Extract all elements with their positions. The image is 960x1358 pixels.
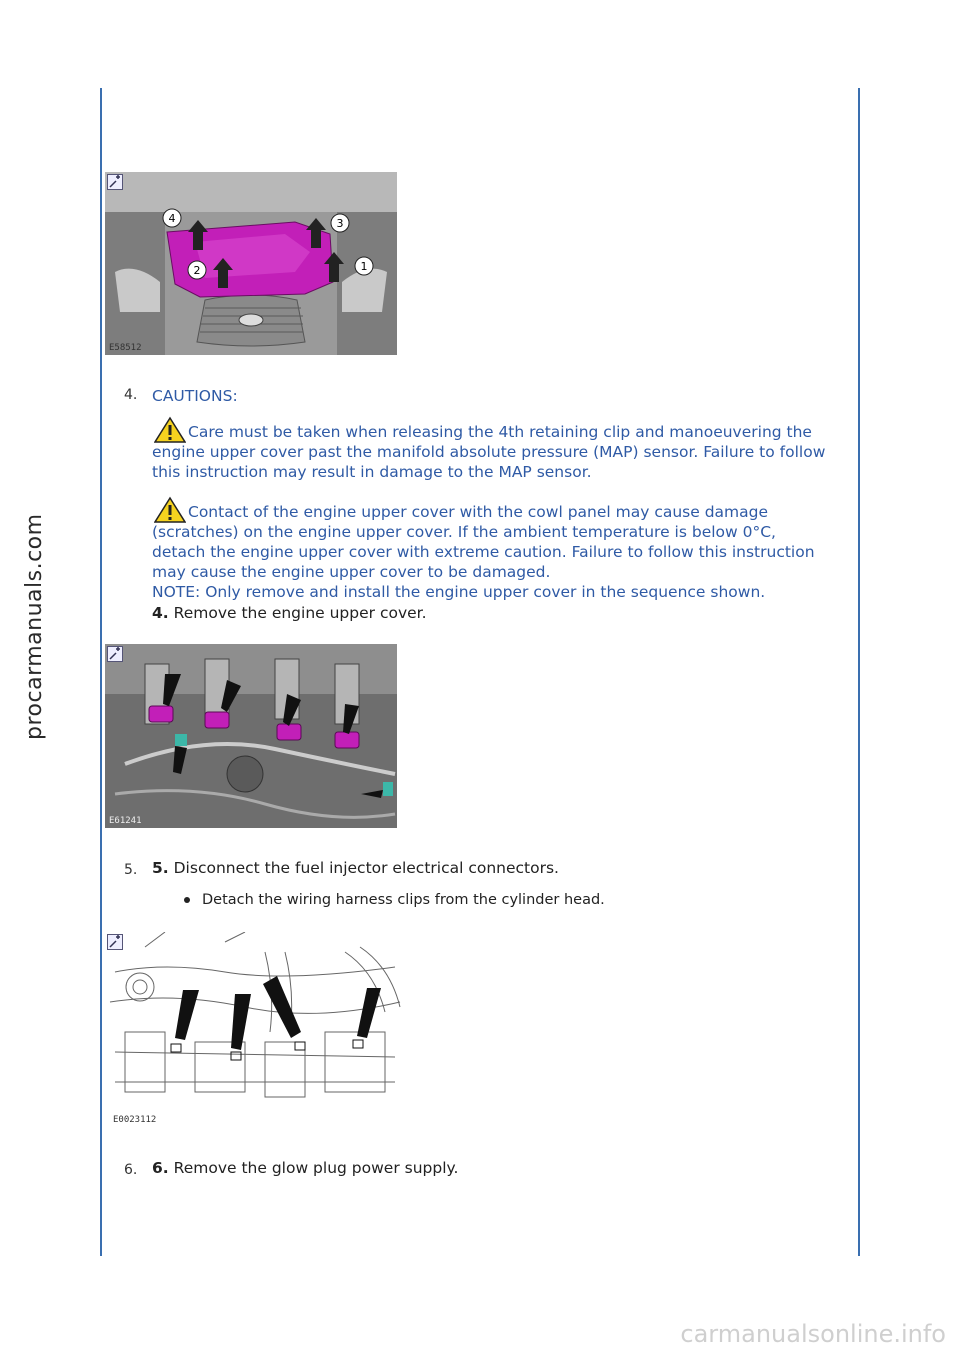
note: NOTE: Only remove and install the engine upper cover in the sequence shown. bbox=[152, 583, 766, 601]
right-margin-rule bbox=[858, 88, 860, 1256]
callout-4: 4 bbox=[168, 212, 176, 225]
figure-engine-cover[interactable] bbox=[105, 172, 397, 355]
figure-code: E58512 bbox=[109, 343, 142, 353]
cautions-heading: CAUTIONS: bbox=[152, 387, 238, 405]
action-number: 6. bbox=[152, 1159, 169, 1177]
caution-2-text: Contact of the engine upper cover with the cowl panel may cause damage (scratches) on the engine upper cover. If the ambient temperature is below 0°C, detach the engine upper cover with extreme caution. Failure to follow this instruction may cause the engine upper cover to be damaged. bbox=[152, 503, 815, 581]
caution-1-text: Care must be taken when releasing the 4th retaining clip and manoeuvering the engine upper cover past the manifold absolute pressure (MAP) sensor. Failure to follow this instruction may result in damage to the MAP sensor. bbox=[152, 423, 826, 481]
step-5-action bbox=[152, 858, 559, 878]
callout-1: 1 bbox=[360, 260, 368, 273]
step-number: 6. bbox=[124, 1162, 138, 1178]
figure-code: E0023112 bbox=[113, 1115, 157, 1125]
caution-2 bbox=[152, 502, 832, 582]
figure-wiring-clips[interactable] bbox=[105, 932, 405, 1127]
step-6-action bbox=[152, 1158, 458, 1178]
action-number: 5. bbox=[152, 859, 169, 877]
callout-2: 2 bbox=[193, 264, 201, 277]
wiring-clips-line-drawing bbox=[105, 932, 405, 1127]
action-text: Remove the glow plug power supply. bbox=[173, 1159, 459, 1177]
step-4-action bbox=[152, 603, 427, 623]
step-number: 5. bbox=[124, 862, 138, 878]
callout-3: 3 bbox=[336, 217, 344, 230]
zoom-icon[interactable] bbox=[107, 174, 123, 190]
zoom-icon[interactable] bbox=[107, 934, 123, 950]
caution-1 bbox=[152, 422, 832, 482]
figure-fuel-injectors[interactable] bbox=[105, 644, 397, 828]
action-text: Remove the engine upper cover. bbox=[173, 604, 427, 622]
fuel-injector-illustration bbox=[105, 644, 397, 828]
left-margin-rule bbox=[100, 88, 102, 1256]
bottom-watermark: carmanualsonline.info bbox=[680, 1320, 946, 1348]
warning-icon bbox=[154, 496, 186, 524]
engine-cover-illustration bbox=[105, 172, 397, 355]
bullet bbox=[184, 897, 190, 903]
zoom-icon[interactable] bbox=[107, 646, 123, 662]
action-text: Disconnect the fuel injector electrical connectors. bbox=[173, 859, 559, 877]
side-watermark: procarmanuals.com bbox=[22, 513, 47, 740]
figure-code: E61241 bbox=[109, 816, 142, 826]
action-number: 4. bbox=[152, 604, 169, 622]
step-number: 4. bbox=[124, 387, 138, 403]
step-5-bullet: Detach the wiring harness clips from the cylinder head. bbox=[202, 892, 605, 908]
warning-icon bbox=[154, 416, 186, 444]
